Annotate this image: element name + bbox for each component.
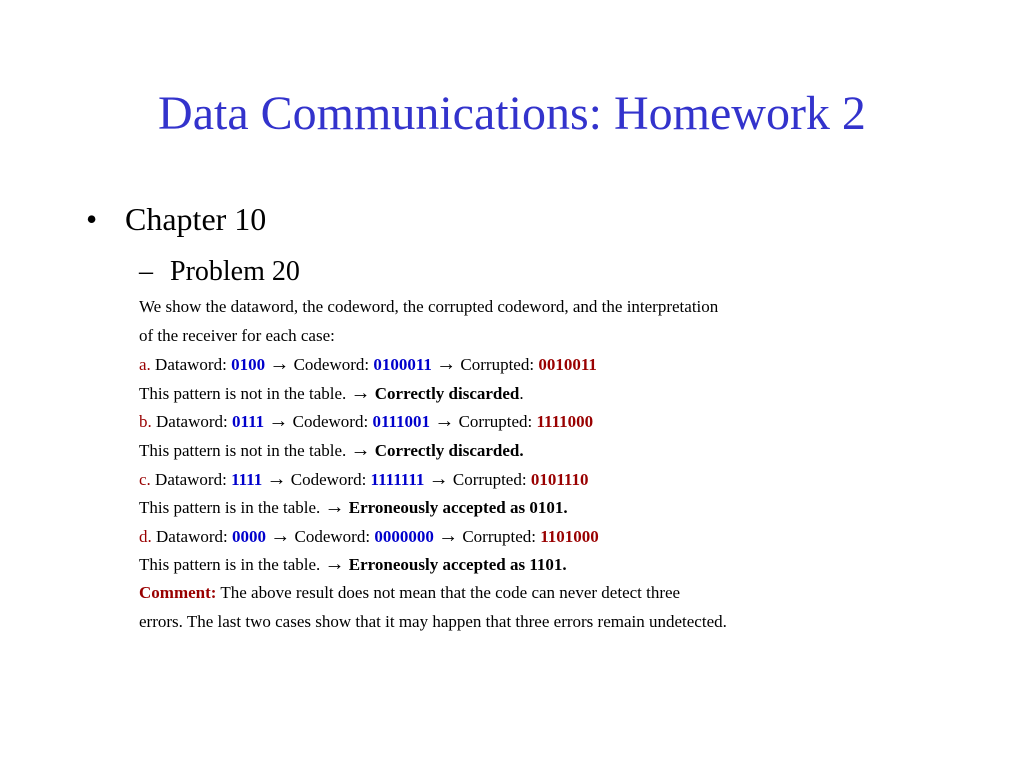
result-text: Correctly discarded	[374, 383, 520, 403]
case-letter: c.	[139, 469, 151, 489]
dash-marker: –	[139, 256, 153, 287]
arrow-icon: →	[270, 524, 291, 547]
case-a-codes	[139, 350, 999, 379]
arrow-icon: →	[436, 353, 457, 376]
case-d-codes	[139, 522, 999, 551]
codeword-value: 0100011	[373, 355, 432, 375]
pattern-text: This pattern is not in the table.	[139, 440, 347, 460]
comment-line-2: errors. The last two cases show that it may happen that three errors remain undetected.	[139, 611, 727, 631]
intro-line: of the receiver for each case:	[139, 325, 335, 345]
arrow-icon: →	[350, 438, 371, 461]
problem-sub-item	[139, 252, 300, 292]
comment-label: Comment:	[139, 582, 217, 602]
dataword-value: 0000	[232, 526, 267, 546]
comment-text: The above result does not mean that the code can never detect three	[216, 582, 681, 602]
case-letter: a.	[139, 355, 151, 375]
codeword-label: Codeword:	[292, 412, 369, 432]
codeword-label: Codeword:	[294, 526, 371, 546]
corrupted-label: Corrupted:	[460, 355, 535, 375]
case-a-result	[139, 379, 999, 408]
case-d-result	[139, 550, 999, 579]
pattern-text: This pattern is in the table.	[139, 555, 321, 575]
intro-line: We show the dataword, the codeword, the corrupted codeword, and the interpretation	[139, 297, 719, 316]
slide-title: Data Communications: Homework 2	[158, 87, 866, 140]
codeword-label: Codeword:	[293, 355, 370, 375]
corrupted-value: 1101000	[540, 526, 599, 546]
arrow-icon: →	[350, 381, 371, 404]
arrow-icon: →	[268, 410, 289, 433]
corrupted-value: 1111000	[536, 412, 594, 432]
case-b-result	[139, 436, 999, 465]
arrow-icon: →	[266, 467, 287, 490]
case-c-codes	[139, 465, 999, 494]
chapter-bullet-item	[86, 196, 266, 242]
dataword-value: 0111	[232, 412, 265, 432]
pattern-text: This pattern is in the table.	[139, 498, 321, 518]
result-text: Erroneously accepted as 1101.	[348, 555, 567, 575]
arrow-icon: →	[428, 467, 449, 490]
arrow-icon: →	[324, 496, 345, 519]
dataword-label: Dataword:	[155, 355, 227, 375]
arrow-icon: →	[324, 553, 345, 576]
corrupted-value: 0101110	[530, 469, 589, 489]
chapter-label: Chapter 10	[125, 201, 267, 237]
codeword-value: 0111001	[372, 412, 431, 432]
codeword-value: 0000000	[374, 526, 434, 546]
result-text: Correctly discarded.	[374, 440, 524, 460]
bullet-marker: •	[86, 201, 98, 237]
pattern-text: This pattern is not in the table.	[139, 383, 347, 403]
case-b-codes	[139, 407, 999, 436]
codeword-value: 1111111	[370, 469, 425, 489]
dataword-value: 1111	[231, 469, 263, 489]
case-c-result	[139, 493, 999, 522]
arrow-icon: →	[434, 410, 455, 433]
solution-text	[139, 293, 999, 636]
case-letter: b.	[139, 412, 152, 432]
problem-label: Problem 20	[170, 256, 300, 287]
codeword-label: Codeword:	[290, 469, 367, 489]
arrow-icon: →	[269, 353, 290, 376]
corrupted-label: Corrupted:	[462, 526, 536, 546]
comment-line-1	[139, 579, 999, 608]
corrupted-value: 0010011	[538, 355, 597, 375]
dataword-value: 0100	[231, 355, 266, 375]
dataword-label: Dataword:	[156, 526, 228, 546]
result-trail: .	[519, 383, 524, 403]
corrupted-label: Corrupted:	[458, 412, 533, 432]
dataword-label: Dataword:	[156, 412, 228, 432]
result-text: Erroneously accepted as 0101.	[348, 498, 568, 518]
arrow-icon: →	[438, 524, 459, 547]
dataword-label: Dataword:	[155, 469, 227, 489]
case-letter: d.	[139, 526, 152, 546]
corrupted-label: Corrupted:	[452, 469, 527, 489]
